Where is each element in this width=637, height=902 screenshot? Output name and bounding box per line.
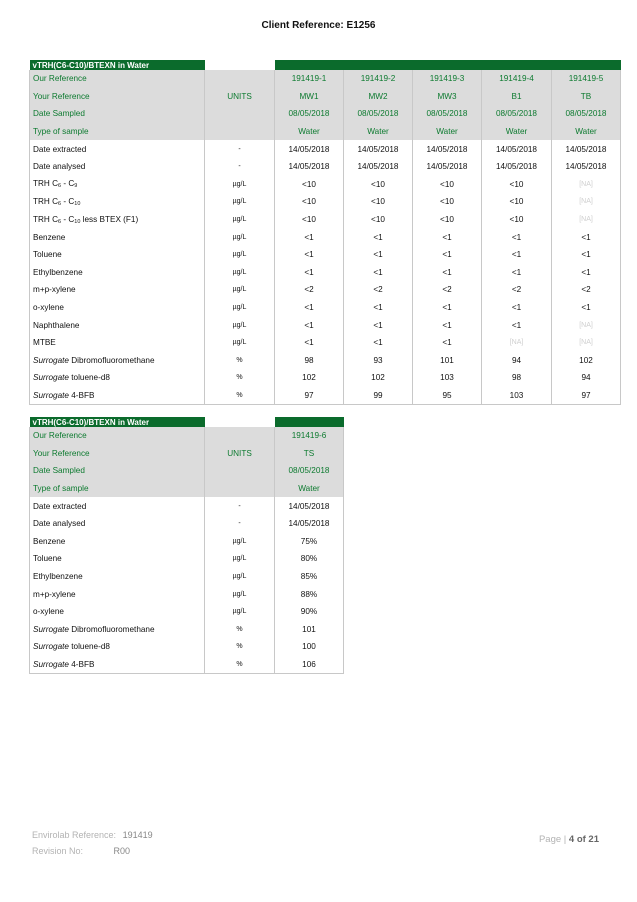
value-cell: <1 xyxy=(482,316,552,334)
value-cell: <1 xyxy=(552,246,621,264)
value-cell: <10 xyxy=(275,211,344,229)
header-value: TS xyxy=(275,445,344,463)
value-cell: 99 xyxy=(344,387,413,405)
row-label: Type of sample xyxy=(30,480,205,498)
value-cell: 102 xyxy=(275,369,344,387)
value-cell: <10 xyxy=(413,193,482,211)
value-cell: 103 xyxy=(482,387,552,405)
header-value: MW2 xyxy=(344,88,413,106)
value-cell: <1 xyxy=(344,228,413,246)
value-cell: <1 xyxy=(344,334,413,352)
value-cell: 14/05/2018 xyxy=(552,140,621,158)
units-cell: µg/L xyxy=(205,228,275,246)
value-cell: <10 xyxy=(344,193,413,211)
header-row xyxy=(30,462,344,480)
value-cell: <2 xyxy=(344,281,413,299)
units-cell: µg/L xyxy=(205,281,275,299)
value-cell: 98 xyxy=(482,369,552,387)
label-text: toluene-d8 xyxy=(71,373,110,383)
table-row xyxy=(30,281,621,299)
units-cell: % xyxy=(205,656,275,674)
table-row xyxy=(30,533,344,551)
header-value: 08/05/2018 xyxy=(413,105,482,123)
units-header: UNITS xyxy=(205,445,275,463)
row-label: Type of sample xyxy=(30,123,205,141)
header-row xyxy=(30,480,344,498)
row-label xyxy=(30,369,205,387)
row-label: Date Sampled xyxy=(30,462,205,480)
value-cell: <1 xyxy=(344,299,413,317)
units-header xyxy=(205,123,275,141)
value-cell: 80% xyxy=(275,550,344,568)
value-cell: <1 xyxy=(413,228,482,246)
table-row xyxy=(30,316,621,334)
header-value: 08/05/2018 xyxy=(344,105,413,123)
row-label: Your Reference xyxy=(30,88,205,106)
units-header xyxy=(205,462,275,480)
table-row xyxy=(30,140,621,158)
units-cell: µg/L xyxy=(205,299,275,317)
row-label: m+p-xylene xyxy=(30,585,205,603)
row-label: Benzene xyxy=(30,533,205,551)
value-cell: 14/05/2018 xyxy=(413,158,482,176)
header-value: Water xyxy=(413,123,482,141)
value-cell: <1 xyxy=(482,228,552,246)
table-heading-row xyxy=(30,417,344,427)
ref-label: Envirolab Reference: xyxy=(32,830,117,840)
units-cell: µg/L xyxy=(205,550,275,568)
value-cell: 14/05/2018 xyxy=(275,515,344,533)
row-label: Our Reference xyxy=(30,70,205,88)
table-row xyxy=(30,369,621,387)
row-label: Our Reference xyxy=(30,427,205,445)
value-cell: <2 xyxy=(482,281,552,299)
units-cell: % xyxy=(205,387,275,405)
heading-cell xyxy=(275,417,344,427)
table-row xyxy=(30,585,344,603)
row-label: TRH $C_6 - C_{10}$ less BTEX (F1) xyxy=(30,211,205,229)
label-prefix: Surrogate xyxy=(33,660,69,670)
table-row xyxy=(30,550,344,568)
value-cell: <10 xyxy=(413,176,482,194)
units-header: UNITS xyxy=(205,88,275,106)
header-value: 191419-1 xyxy=(275,70,344,88)
header-value: 191419-6 xyxy=(275,427,344,445)
row-label: o-xylene xyxy=(30,299,205,317)
results-table-1 xyxy=(29,60,621,405)
header-row xyxy=(30,88,621,106)
header-value: Water xyxy=(275,123,344,141)
table-row xyxy=(30,387,621,405)
units-cell: µg/L xyxy=(205,211,275,229)
header-value: 191419-4 xyxy=(482,70,552,88)
label-prefix: Surrogate xyxy=(33,642,69,652)
row-label: Ethylbenzene xyxy=(30,264,205,282)
row-label: Your Reference xyxy=(30,445,205,463)
label-text: toluene-d8 xyxy=(71,642,110,652)
row-label: TRH $C_6 - C_{10}$ xyxy=(30,193,205,211)
units-header xyxy=(205,105,275,123)
value-cell: <1 xyxy=(275,316,344,334)
value-cell: 103 xyxy=(413,369,482,387)
units-cell: µg/L xyxy=(205,246,275,264)
header-value: MW3 xyxy=(413,88,482,106)
results-table-2 xyxy=(29,417,344,674)
value-cell: 14/05/2018 xyxy=(344,158,413,176)
units-cell: µg/L xyxy=(205,316,275,334)
heading-spacer xyxy=(205,417,275,427)
table-row xyxy=(30,621,344,639)
heading-cell xyxy=(552,60,621,70)
units-cell: - xyxy=(205,515,275,533)
header-row xyxy=(30,105,621,123)
value-cell: <1 xyxy=(275,334,344,352)
header-value: 08/05/2018 xyxy=(552,105,621,123)
value-cell: <10 xyxy=(275,176,344,194)
header-row xyxy=(30,445,344,463)
units-cell: % xyxy=(205,352,275,370)
header-value: MW1 xyxy=(275,88,344,106)
table-row xyxy=(30,334,621,352)
header-row xyxy=(30,123,621,141)
value-cell: <1 xyxy=(413,299,482,317)
row-label: Benzene xyxy=(30,228,205,246)
units-cell: % xyxy=(205,638,275,656)
value-cell: <2 xyxy=(275,281,344,299)
row-label xyxy=(30,387,205,405)
value-cell: <10 xyxy=(482,211,552,229)
units-cell: µg/L xyxy=(205,193,275,211)
table-heading-row xyxy=(30,60,621,70)
value-cell: <2 xyxy=(552,281,621,299)
value-cell: 14/05/2018 xyxy=(482,140,552,158)
value-cell: <1 xyxy=(413,246,482,264)
label-prefix: Surrogate xyxy=(33,624,69,634)
value-cell: <10 xyxy=(413,211,482,229)
label-prefix: Surrogate xyxy=(33,390,69,400)
table-row xyxy=(30,603,344,621)
header-value: B1 xyxy=(482,88,552,106)
label-prefix: Surrogate xyxy=(33,355,69,365)
value-cell: <1 xyxy=(413,316,482,334)
units-cell: µg/L xyxy=(205,533,275,551)
units-header xyxy=(205,480,275,498)
units-cell: % xyxy=(205,621,275,639)
value-cell: 14/05/2018 xyxy=(552,158,621,176)
row-label: MTBE xyxy=(30,334,205,352)
row-label xyxy=(30,352,205,370)
value-cell: 102 xyxy=(552,352,621,370)
value-cell: <1 xyxy=(344,246,413,264)
header-value: 08/05/2018 xyxy=(275,105,344,123)
value-cell: <10 xyxy=(275,193,344,211)
value-cell: <1 xyxy=(482,246,552,264)
units-cell: µg/L xyxy=(205,603,275,621)
value-cell: 97 xyxy=(275,387,344,405)
row-label: Date analysed xyxy=(30,515,205,533)
header-row xyxy=(30,70,621,88)
label-text: Dibromofluoromethane xyxy=(71,624,155,634)
value-cell: 88% xyxy=(275,585,344,603)
page-title: Client Reference: E1256 xyxy=(261,20,376,31)
table-row xyxy=(30,158,621,176)
ref-value: 191419 xyxy=(122,830,153,840)
header-value: 08/05/2018 xyxy=(482,105,552,123)
value-cell: 95 xyxy=(413,387,482,405)
value-cell: <10 xyxy=(344,211,413,229)
value-cell: <10 xyxy=(482,176,552,194)
label-prefix: Surrogate xyxy=(33,373,69,383)
value-cell: 94 xyxy=(552,369,621,387)
units-cell: µg/L xyxy=(205,176,275,194)
value-cell: <10 xyxy=(482,193,552,211)
header-value: 191419-2 xyxy=(344,70,413,88)
row-label: Ethylbenzene xyxy=(30,568,205,586)
units-header xyxy=(205,70,275,88)
value-cell: 97 xyxy=(552,387,621,405)
header-value: Water xyxy=(275,480,344,498)
value-cell: 90% xyxy=(275,603,344,621)
value-cell: 98 xyxy=(275,352,344,370)
header-value: TB xyxy=(552,88,621,106)
table-row xyxy=(30,299,621,317)
value-cell: <1 xyxy=(344,316,413,334)
row-label xyxy=(30,621,205,639)
table-row xyxy=(30,176,621,194)
header-value: 191419-5 xyxy=(552,70,621,88)
table-row xyxy=(30,211,621,229)
table-row xyxy=(30,246,621,264)
row-label: Naphthalene xyxy=(30,316,205,334)
value-cell: <1 xyxy=(552,264,621,282)
heading-cell xyxy=(344,60,413,70)
table-row xyxy=(30,193,621,211)
header-value: Water xyxy=(344,123,413,141)
table-row xyxy=(30,656,344,674)
table-row xyxy=(30,638,344,656)
table-row xyxy=(30,228,621,246)
table-heading: vTRH(C6-C10)/BTEXN in Water xyxy=(30,60,205,70)
value-cell: 101 xyxy=(275,621,344,639)
header-value: 08/05/2018 xyxy=(275,462,344,480)
value-cell: <1 xyxy=(275,264,344,282)
table-row xyxy=(30,497,344,515)
heading-spacer xyxy=(205,60,275,70)
value-cell: 14/05/2018 xyxy=(275,158,344,176)
value-cell: [NA] xyxy=(552,334,621,352)
row-label: Date Sampled xyxy=(30,105,205,123)
table-row xyxy=(30,352,621,370)
table-row xyxy=(30,264,621,282)
units-cell: µg/L xyxy=(205,568,275,586)
header-value: 191419-3 xyxy=(413,70,482,88)
units-cell: µg/L xyxy=(205,334,275,352)
units-cell: - xyxy=(205,158,275,176)
units-cell: µg/L xyxy=(205,264,275,282)
revision-number xyxy=(32,846,130,856)
table-row xyxy=(30,568,344,586)
value-cell: <1 xyxy=(275,246,344,264)
value-cell: 101 xyxy=(413,352,482,370)
value-cell: <1 xyxy=(275,299,344,317)
value-cell: 102 xyxy=(344,369,413,387)
value-cell: 14/05/2018 xyxy=(344,140,413,158)
row-label: o-xylene xyxy=(30,603,205,621)
value-cell: 14/05/2018 xyxy=(482,158,552,176)
label-text: Dibromofluoromethane xyxy=(71,355,155,365)
value-cell: [NA] xyxy=(552,193,621,211)
value-cell: <1 xyxy=(552,228,621,246)
value-cell: 100 xyxy=(275,638,344,656)
table-row xyxy=(30,515,344,533)
row-label xyxy=(30,656,205,674)
units-header xyxy=(205,427,275,445)
value-cell: <1 xyxy=(275,228,344,246)
heading-cell xyxy=(482,60,552,70)
value-cell: 94 xyxy=(482,352,552,370)
value-cell: <1 xyxy=(413,264,482,282)
page-number xyxy=(539,834,599,845)
row-label: Date extracted xyxy=(30,497,205,515)
value-cell: 14/05/2018 xyxy=(275,140,344,158)
value-cell: <2 xyxy=(413,281,482,299)
value-cell: <10 xyxy=(344,176,413,194)
row-label: TRH $C_6 - C_9$ xyxy=(30,176,205,194)
header-value: Water xyxy=(552,123,621,141)
units-cell: µg/L xyxy=(205,585,275,603)
rev-value: R00 xyxy=(113,846,131,856)
row-label: Toluene xyxy=(30,550,205,568)
value-cell: 14/05/2018 xyxy=(275,497,344,515)
row-label: Date extracted xyxy=(30,140,205,158)
value-cell: <1 xyxy=(482,264,552,282)
header-row xyxy=(30,427,344,445)
units-cell: - xyxy=(205,140,275,158)
units-cell: % xyxy=(205,369,275,387)
rev-label: Revision No: xyxy=(32,846,84,856)
label-text: 4-BFB xyxy=(71,390,95,400)
value-cell: 106 xyxy=(275,656,344,674)
units-cell: - xyxy=(205,497,275,515)
label-text: 4-BFB xyxy=(71,660,95,670)
value-cell: 93 xyxy=(344,352,413,370)
row-label xyxy=(30,638,205,656)
table-heading: vTRH(C6-C10)/BTEXN in Water xyxy=(30,417,205,427)
row-label: m+p-xylene xyxy=(30,281,205,299)
envirolab-reference xyxy=(32,830,153,840)
value-cell: <1 xyxy=(482,299,552,317)
page-prefix: Page | xyxy=(538,834,567,845)
value-cell: [NA] xyxy=(552,211,621,229)
heading-cell xyxy=(413,60,482,70)
row-label: Toluene xyxy=(30,246,205,264)
value-cell: <1 xyxy=(413,334,482,352)
value-cell: 85% xyxy=(275,568,344,586)
value-cell: [NA] xyxy=(552,176,621,194)
value-cell: <1 xyxy=(552,299,621,317)
value-cell: [NA] xyxy=(552,316,621,334)
value-cell: 14/05/2018 xyxy=(413,140,482,158)
page-value: 4 of 21 xyxy=(568,834,599,845)
header-value: Water xyxy=(482,123,552,141)
heading-cell xyxy=(275,60,344,70)
value-cell: 75% xyxy=(275,533,344,551)
row-label: Date analysed xyxy=(30,158,205,176)
value-cell: [NA] xyxy=(482,334,552,352)
value-cell: <1 xyxy=(344,264,413,282)
